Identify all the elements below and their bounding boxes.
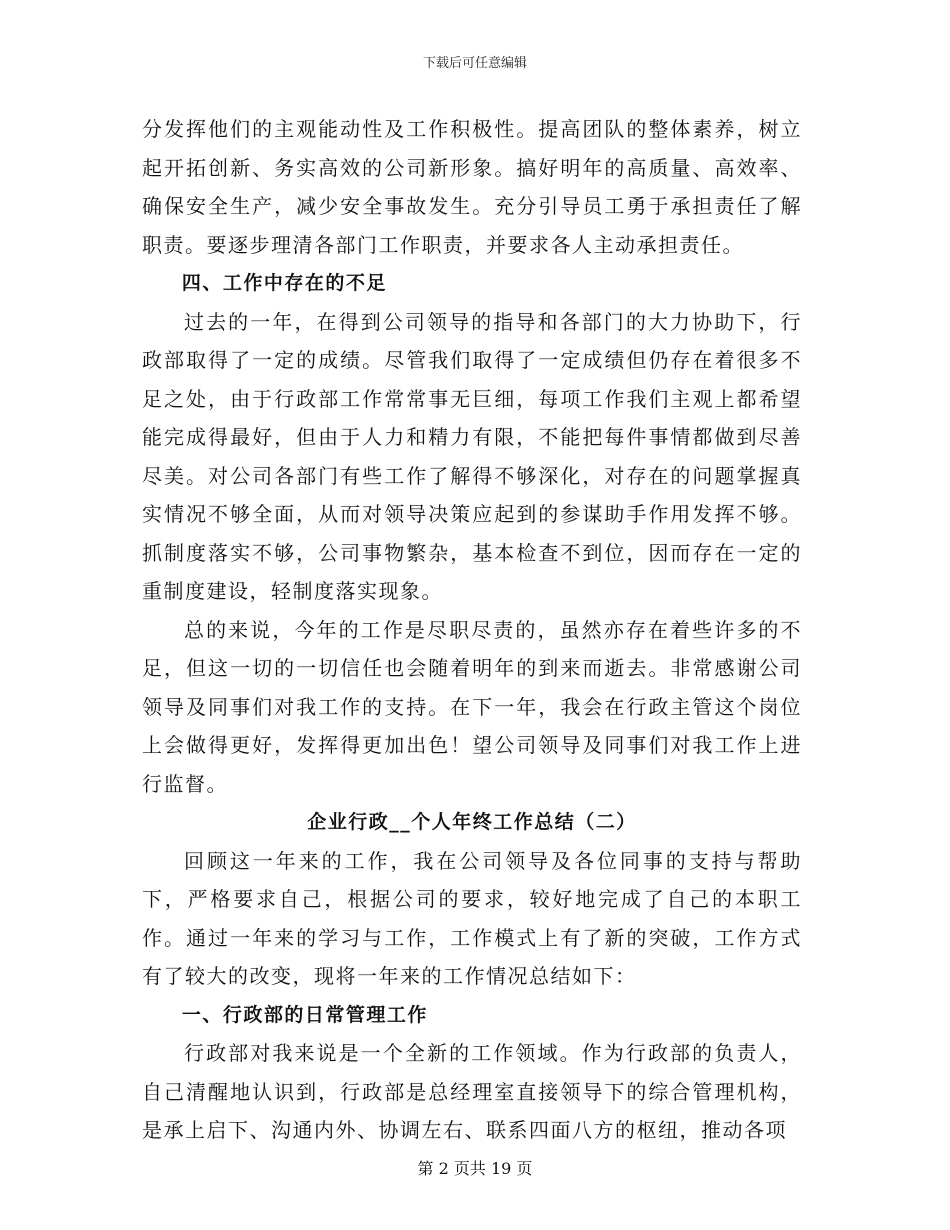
paragraph-daily-management: 行政部对我来说是一个全新的工作领域。作为行政部的负责人，自己清醒地认识到，行政部是总经理室直接领导下的综合管理机构，是承上启下、沟通内外、协调左右、联系四面八方的枢纽，推动各项 [142,1041,802,1142]
section-heading-daily-management: 一、行政部的日常管理工作 [181,1003,428,1026]
section-heading-shortcomings: 四、工作中存在的不足 [181,272,387,294]
header-note: 下载后可任意编辑 [422,56,527,71]
document-title-part-two: 企业行政__个人年终工作总结（二） [307,811,637,833]
document-body [142,110,802,1150]
paragraph-review: 回顾这一年来的工作，我在公司领导及各位同事的支持与帮助下，严格要求自己，根据公司的要求，较好地完成了自己的本职工作。通过一年来的学习与工作，工作模式上有了新的突破，工作方式有了较大的改变，现将一年来的工作情况总结如下： [142,848,802,988]
paragraph-continuation: 分发挥他们的主观能动性及工作积极性。提高团队的整体素养，树立起开拓创新、务实高效的公司新形象。搞好明年的高质量、高效率、确保安全生产，减少安全事故发生。充分引导员工勇于承担责任了解职责。要逐步理清各部门工作职责，并要求各人主动承担责任。 [142,117,802,257]
paragraph-summary: 总的来说，今年的工作是尽职尽责的，虽然亦存在着些许多的不足，但这一切的一切信任也会随着明年的到来而逝去。非常感谢公司领导及同事们对我工作的支持。在下一年，我会在行政主管这个岗位上会做得更好，发挥得更加出色！望公司领导及同事们对我工作上进行监督。 [142,617,802,796]
page-number-footer: 第 2 页共 19 页 [417,1159,533,1178]
paragraph-shortcomings: 过去的一年，在得到公司领导的指导和各部门的大力协助下，行政部取得了一定的成绩。尽管我们取得了一定成绩但仍存在着很多不足之处，由于行政部工作常常事无巨细，每项工作我们主观上都希望能完成得最好，但由于人力和精力有限，不能把每件事情都做到尽善尽美。对公司各部门有些工作了解得不够深化，对存在的问题掌握真实情况不够全面，从而对领导决策应起到的参谋助手作用发挥不够。抓制度落实不够，公司事物繁杂，基本检查不到位，因而存在一定的重制度建设，轻制度落实现象。 [142,309,802,603]
